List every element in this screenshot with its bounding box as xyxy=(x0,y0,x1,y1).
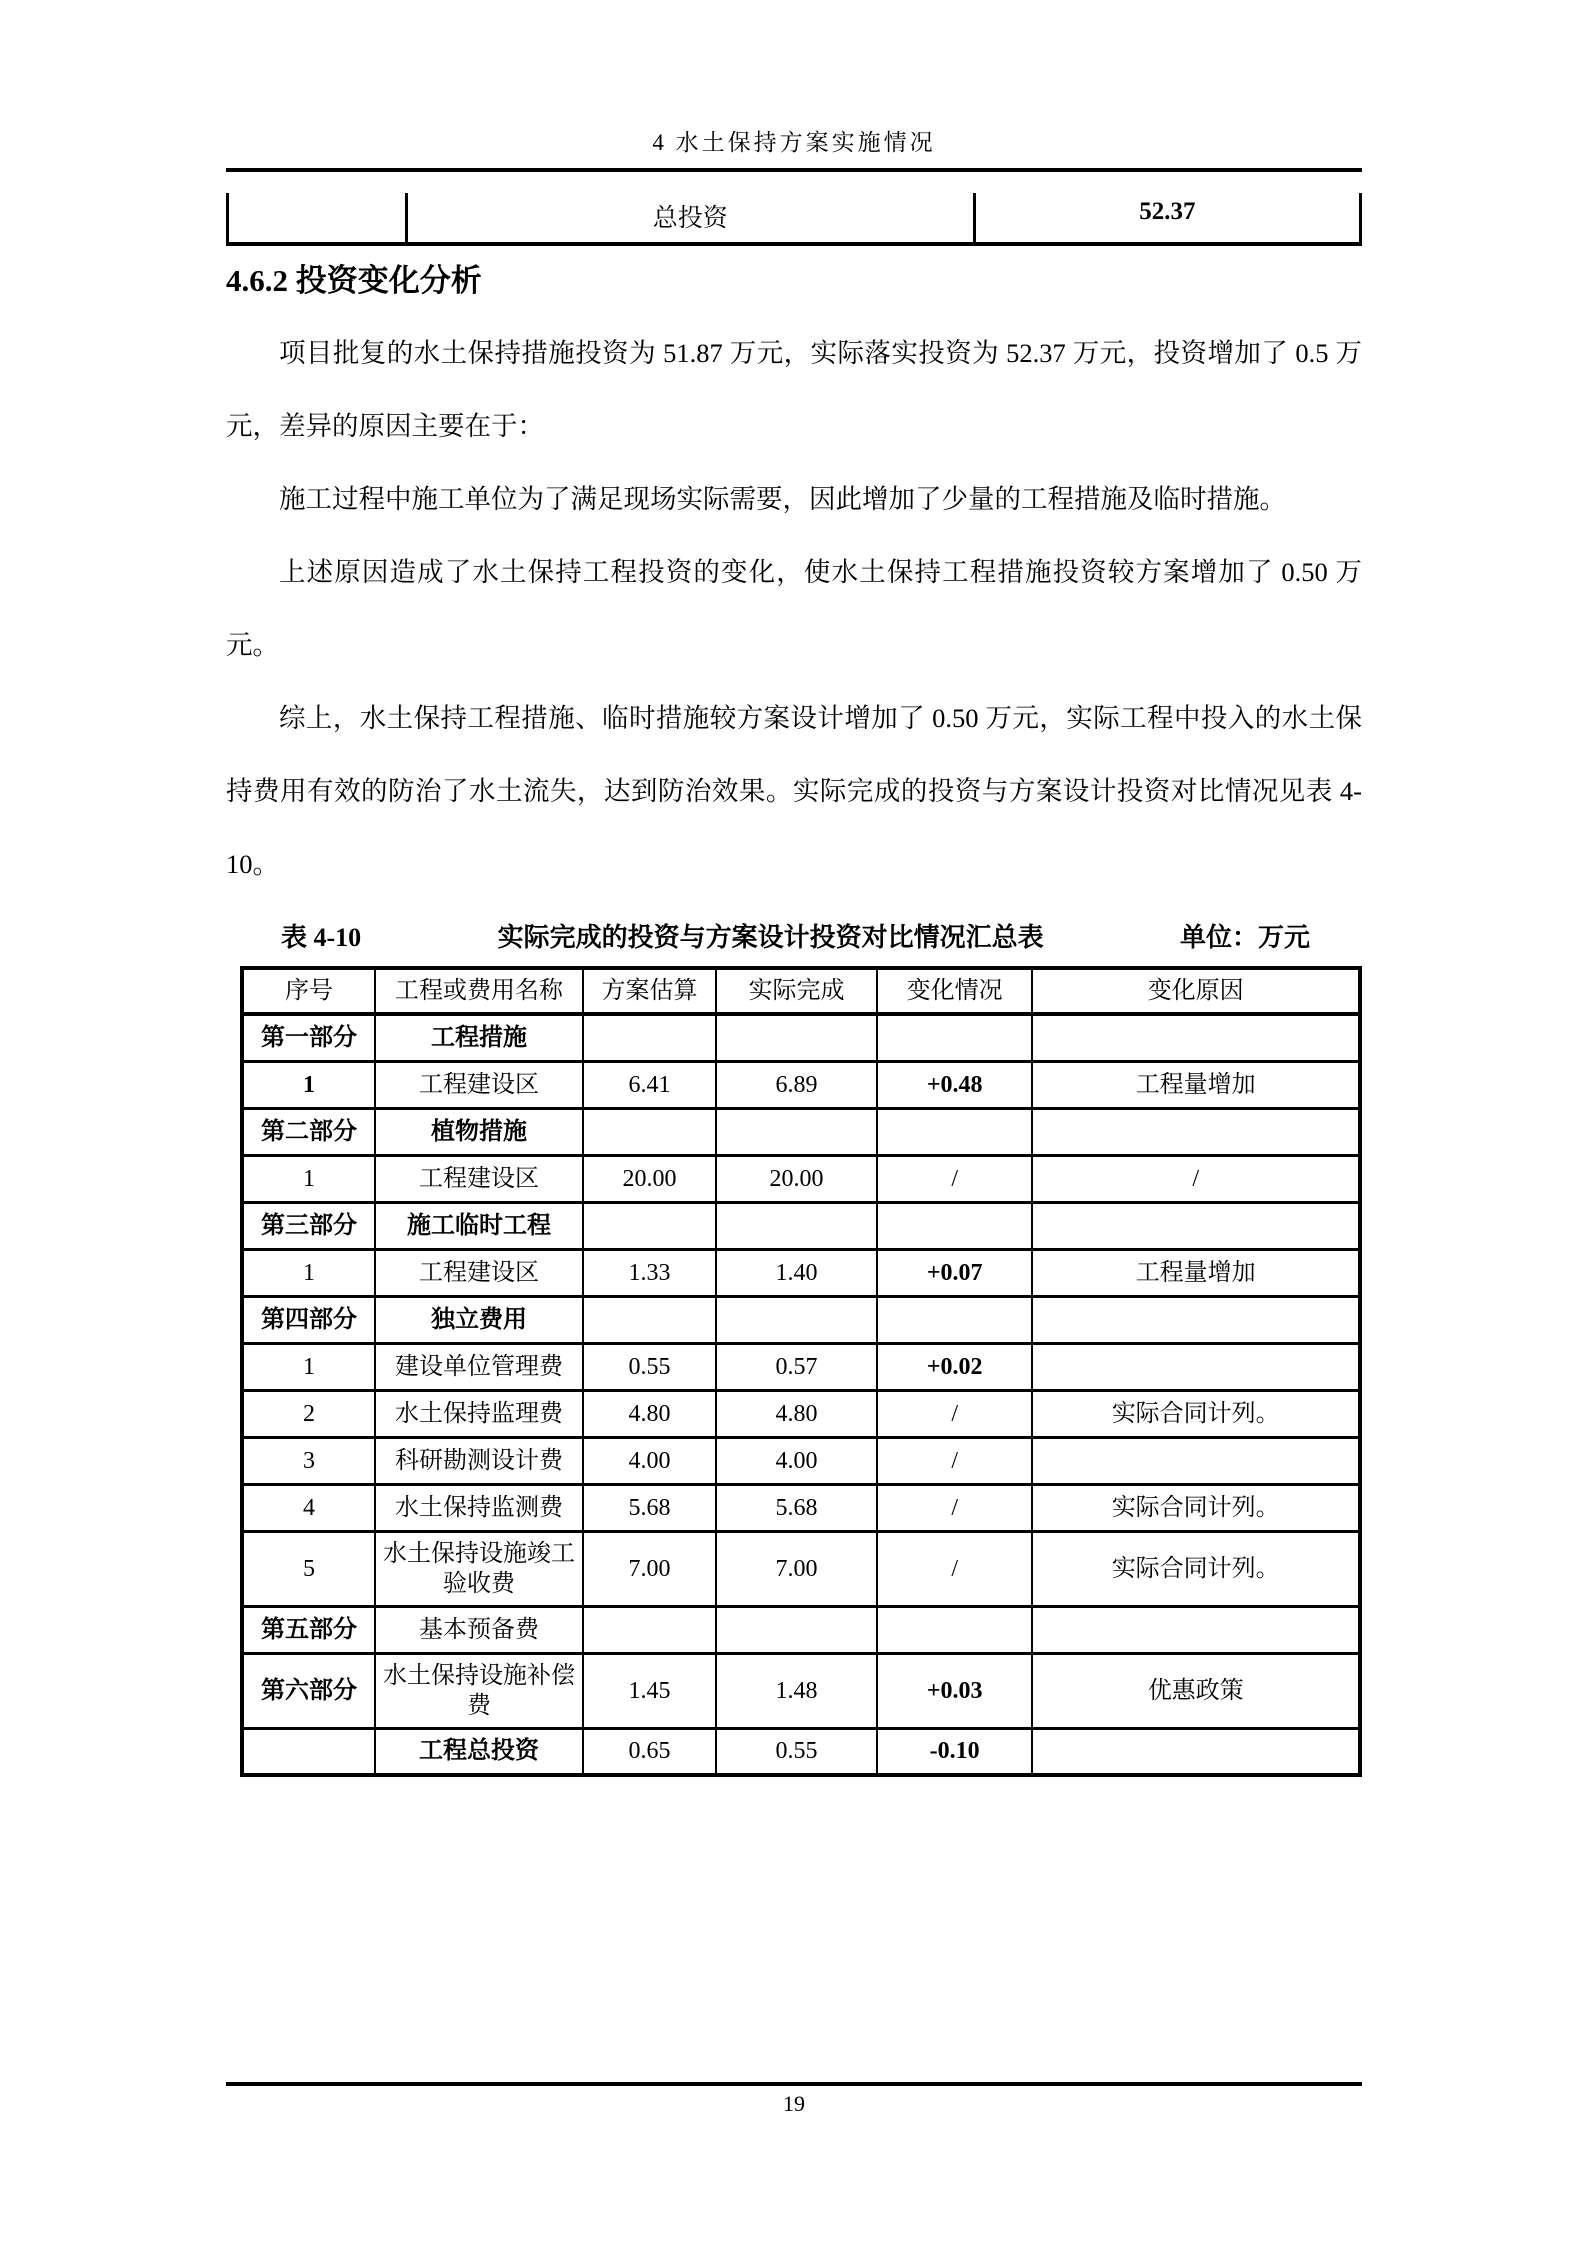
table-cell xyxy=(877,1202,1032,1249)
table-cell xyxy=(583,1108,716,1155)
table-row xyxy=(242,1155,1360,1202)
table-cell: 施工临时工程 xyxy=(375,1202,583,1249)
table-cell: 第三部分 xyxy=(242,1202,375,1249)
table-caption-unit: 单位：万元 xyxy=(1179,923,1310,952)
table-header-row xyxy=(242,968,1360,1014)
page-footer xyxy=(226,2082,1362,2117)
page-number: 19 xyxy=(783,2091,805,2116)
table-cell: 1.48 xyxy=(716,1653,877,1728)
table-cell: 20.00 xyxy=(583,1155,716,1202)
table-header-cell: 工程或费用名称 xyxy=(375,968,583,1014)
table-cell: 水土保持监理费 xyxy=(375,1390,583,1437)
table-cell: 工程总投资 xyxy=(375,1728,583,1775)
table-body xyxy=(242,968,1360,1775)
table-cell: 4.00 xyxy=(716,1437,877,1484)
table-cell: 工程措施 xyxy=(375,1014,583,1061)
table-cell: 1 xyxy=(242,1249,375,1296)
table-cell: 第四部分 xyxy=(242,1296,375,1343)
table-cell: 实际合同计列。 xyxy=(1032,1390,1360,1437)
table-cell: 0.55 xyxy=(716,1728,877,1775)
table-cell xyxy=(1032,1343,1360,1390)
running-header-title: 4 水土保持方案实施情况 xyxy=(652,130,936,155)
table-cell xyxy=(1032,1014,1360,1061)
table-cell: 1 xyxy=(242,1061,375,1108)
table-cell: 独立费用 xyxy=(375,1296,583,1343)
table-row xyxy=(242,1014,1360,1061)
table-cell: 第五部分 xyxy=(242,1606,375,1653)
table-cell xyxy=(583,1202,716,1249)
table-row xyxy=(242,1108,1360,1155)
table-cell: 1 xyxy=(242,1343,375,1390)
table-row xyxy=(242,1249,1360,1296)
table-cell xyxy=(716,1202,877,1249)
table-cell: 4 xyxy=(242,1484,375,1531)
table-cell: 6.41 xyxy=(583,1061,716,1108)
table-cell: 实际合同计列。 xyxy=(1032,1484,1360,1531)
paragraph-4: 综上，水土保持工程措施、临时措施较方案设计增加了 0.50 万元，实际工程中投入的水土保持费用有效的防治了水土流失，达到防治效果。实际完成的投资与方案设计投资对比情况见表 4-10。 xyxy=(226,703,1362,879)
table-cell xyxy=(877,1296,1032,1343)
table-cell: 5.68 xyxy=(583,1484,716,1531)
table-cell: 工程量增加 xyxy=(1032,1249,1360,1296)
table-cell: 第一部分 xyxy=(242,1014,375,1061)
paragraph-3: 上述原因造成了水土保持工程投资的变化，使水土保持工程措施投资较方案增加了 0.50 万元。 xyxy=(226,557,1362,660)
table-caption xyxy=(226,917,1362,954)
table-row xyxy=(242,1202,1360,1249)
table-row xyxy=(242,1343,1360,1390)
table-cell: 植物措施 xyxy=(375,1108,583,1155)
table-row xyxy=(242,1061,1360,1108)
table-row xyxy=(242,1437,1360,1484)
table-cell xyxy=(877,1014,1032,1061)
table-cell: 科研勘测设计费 xyxy=(375,1437,583,1484)
table-cell: 20.00 xyxy=(716,1155,877,1202)
table-cell: 水土保持设施竣工验收费 xyxy=(375,1531,583,1606)
table-cell: 7.00 xyxy=(716,1531,877,1606)
table-cell: 0.57 xyxy=(716,1343,877,1390)
table-row xyxy=(242,1653,1360,1728)
table-cell xyxy=(1032,1728,1360,1775)
paragraph-1: 项目批复的水土保持措施投资为 51.87 万元，实际落实投资为 52.37 万元，投资增加了 0.5 万元，差异的原因主要在于： xyxy=(226,338,1362,441)
table-cell: 第二部分 xyxy=(242,1108,375,1155)
table-cell: 4.00 xyxy=(583,1437,716,1484)
table-cell: 1 xyxy=(242,1155,375,1202)
table-row xyxy=(242,1390,1360,1437)
table-cell: 水土保持监测费 xyxy=(375,1484,583,1531)
table-cell xyxy=(1032,1108,1360,1155)
table-cell: / xyxy=(1032,1155,1360,1202)
table-cell xyxy=(583,1014,716,1061)
table-cell: 0.55 xyxy=(583,1343,716,1390)
table-cell: 5.68 xyxy=(716,1484,877,1531)
table-cell: +0.07 xyxy=(877,1249,1032,1296)
table-cell xyxy=(1032,1296,1360,1343)
table-cell xyxy=(877,1108,1032,1155)
table-row xyxy=(242,1606,1360,1653)
table-cell: -0.10 xyxy=(877,1728,1032,1775)
table-cell: 建设单位管理费 xyxy=(375,1343,583,1390)
table-cell: 基本预备费 xyxy=(375,1606,583,1653)
table-row xyxy=(242,1296,1360,1343)
table-cell: / xyxy=(877,1531,1032,1606)
table-cell xyxy=(716,1606,877,1653)
table-cell xyxy=(1032,1437,1360,1484)
body-text xyxy=(226,317,1362,901)
table-cell: 4.80 xyxy=(583,1390,716,1437)
paragraph-2: 施工过程中施工单位为了满足现场实际需要，因此增加了少量的工程措施及临时措施。 xyxy=(279,484,1286,514)
table-cell: 3 xyxy=(242,1437,375,1484)
table-cell xyxy=(1032,1606,1360,1653)
table-cell: +0.02 xyxy=(877,1343,1032,1390)
table-cell: 优惠政策 xyxy=(1032,1653,1360,1728)
table-cell: 1.40 xyxy=(716,1249,877,1296)
table-cell: 1.45 xyxy=(583,1653,716,1728)
table-row xyxy=(242,1531,1360,1606)
table-cell: / xyxy=(877,1155,1032,1202)
table-cell xyxy=(716,1014,877,1061)
table-cell: 工程建设区 xyxy=(375,1155,583,1202)
carryover-cell-value: 52.37 xyxy=(976,193,1362,242)
table-header-cell: 序号 xyxy=(242,968,375,1014)
table-cell xyxy=(716,1296,877,1343)
page-content xyxy=(226,0,1362,1777)
table-header-cell: 变化情况 xyxy=(877,968,1032,1014)
table-cell: / xyxy=(877,1437,1032,1484)
table-row xyxy=(242,1728,1360,1775)
table-cell: 实际合同计列。 xyxy=(1032,1531,1360,1606)
table-cell: 第六部分 xyxy=(242,1653,375,1728)
table-cell xyxy=(583,1296,716,1343)
table-cell: 7.00 xyxy=(583,1531,716,1606)
table-cell: +0.48 xyxy=(877,1061,1032,1108)
table-cell: 2 xyxy=(242,1390,375,1437)
comparison-table xyxy=(240,966,1362,1777)
table-cell: 0.65 xyxy=(583,1728,716,1775)
table-header-cell: 变化原因 xyxy=(1032,968,1360,1014)
table-cell: 工程建设区 xyxy=(375,1249,583,1296)
table-cell: 工程建设区 xyxy=(375,1061,583,1108)
table-caption-title: 实际完成的投资与方案设计投资对比情况汇总表 xyxy=(497,923,1044,952)
section-heading: 4.6.2 投资变化分析 xyxy=(226,263,482,298)
table-cell: 工程量增加 xyxy=(1032,1061,1360,1108)
carryover-cell-label: 总投资 xyxy=(408,193,976,242)
table-cell: 水土保持设施补偿费 xyxy=(375,1653,583,1728)
table-caption-label: 表 4-10 xyxy=(281,923,362,952)
table-row xyxy=(242,1484,1360,1531)
table-cell: 5 xyxy=(242,1531,375,1606)
table-cell xyxy=(1032,1202,1360,1249)
carryover-cell-empty xyxy=(226,193,408,242)
table-cell xyxy=(716,1108,877,1155)
table-cell: +0.03 xyxy=(877,1653,1032,1728)
table-cell: 6.89 xyxy=(716,1061,877,1108)
table-cell xyxy=(583,1606,716,1653)
table-cell: 1.33 xyxy=(583,1249,716,1296)
table-header-cell: 实际完成 xyxy=(716,968,877,1014)
table-header-cell: 方案估算 xyxy=(583,968,716,1014)
carryover-table xyxy=(226,193,1362,246)
table-cell: / xyxy=(877,1390,1032,1437)
running-header xyxy=(226,0,1362,172)
table-cell xyxy=(242,1728,375,1775)
table-cell: 4.80 xyxy=(716,1390,877,1437)
table-cell xyxy=(877,1606,1032,1653)
header-rule xyxy=(226,168,1362,172)
table-cell: / xyxy=(877,1484,1032,1531)
